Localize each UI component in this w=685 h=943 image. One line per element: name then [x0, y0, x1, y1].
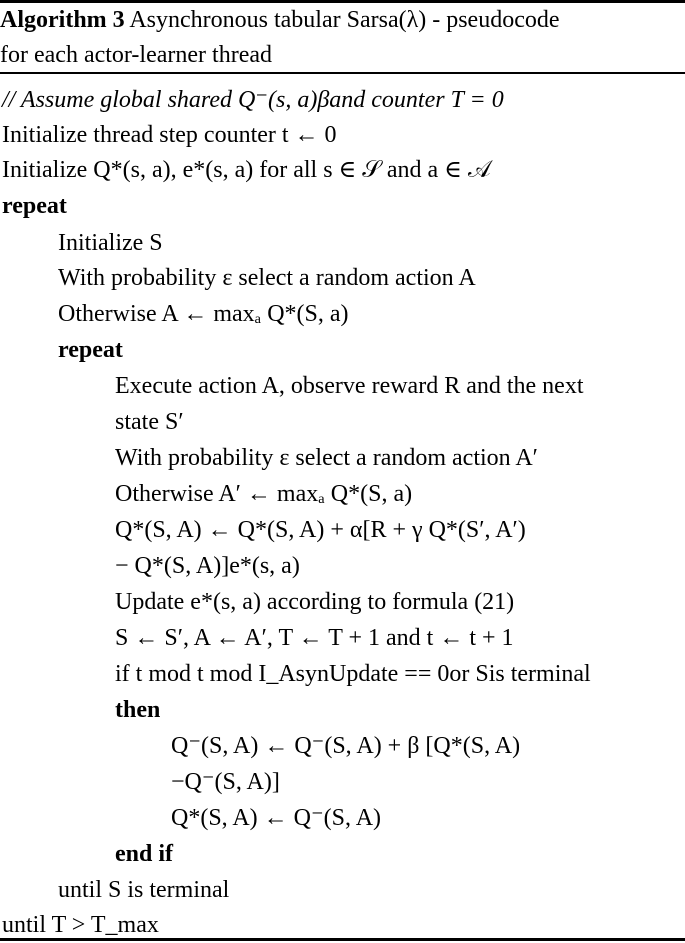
line-21: Q*(S, A) ← Q⁻(S, A)	[171, 805, 382, 831]
line-6: With probability ε select a random action A	[58, 265, 476, 291]
line-15: Update e*(s, a) according to formula (21)	[115, 589, 515, 615]
caption-rule	[0, 72, 685, 74]
line-24: until T > T_max	[2, 912, 159, 938]
top-rule	[0, 0, 685, 3]
line-1-comment: // Assume global shared Q⁻(s, a)βand counter T = 0	[2, 87, 504, 113]
line-11: With probability ε select a random action A′	[115, 445, 538, 471]
line-17: if t mod t mod I_AsynUpdate == 0or Sis terminal	[115, 661, 591, 687]
line-19: Q⁻(S, A) ← Q⁻(S, A) + β [Q*(S, A)	[171, 733, 521, 759]
line-5: Initialize S	[58, 230, 163, 256]
algorithm-label: Algorithm 3	[0, 7, 125, 33]
line-9: Execute action A, observe reward R and the next	[115, 373, 584, 399]
line-4-keyword: repeat	[2, 193, 67, 219]
bottom-rule	[0, 938, 685, 941]
line-10: state S′	[115, 409, 184, 435]
line-12: Otherwise A′ ← maxₐ Q*(S, a)	[115, 481, 413, 507]
line-2: Initialize thread step counter t ← 0	[2, 122, 337, 148]
line-16: S ← S′, A ← A′, T ← T + 1 and t ← t + 1	[115, 625, 514, 651]
line-18-keyword: then	[115, 697, 161, 723]
line-14: − Q*(S, A)]e*(s, a)	[115, 553, 300, 579]
algorithm-title-1: Asynchronous tabular Sarsa(λ) - pseudocode	[124, 7, 560, 33]
line-8-keyword: repeat	[58, 337, 123, 363]
line-7: Otherwise A ← maxₐ Q*(S, a)	[58, 301, 349, 327]
line-22-keyword: end if	[115, 841, 174, 867]
line-3: Initialize Q*(s, a), e*(s, a) for all s ∈ 𝒮 and a ∈ 𝒜	[2, 157, 491, 183]
line-20: −Q⁻(S, A)]	[171, 769, 280, 795]
algorithm-caption-line-2: for each actor-learner thread	[0, 42, 272, 68]
line-13: Q*(S, A) ← Q*(S, A) + α[R + γ Q*(S′, A′)	[115, 517, 526, 543]
line-23: until S is terminal	[58, 877, 230, 903]
algorithm-caption-line-1	[0, 8, 560, 32]
